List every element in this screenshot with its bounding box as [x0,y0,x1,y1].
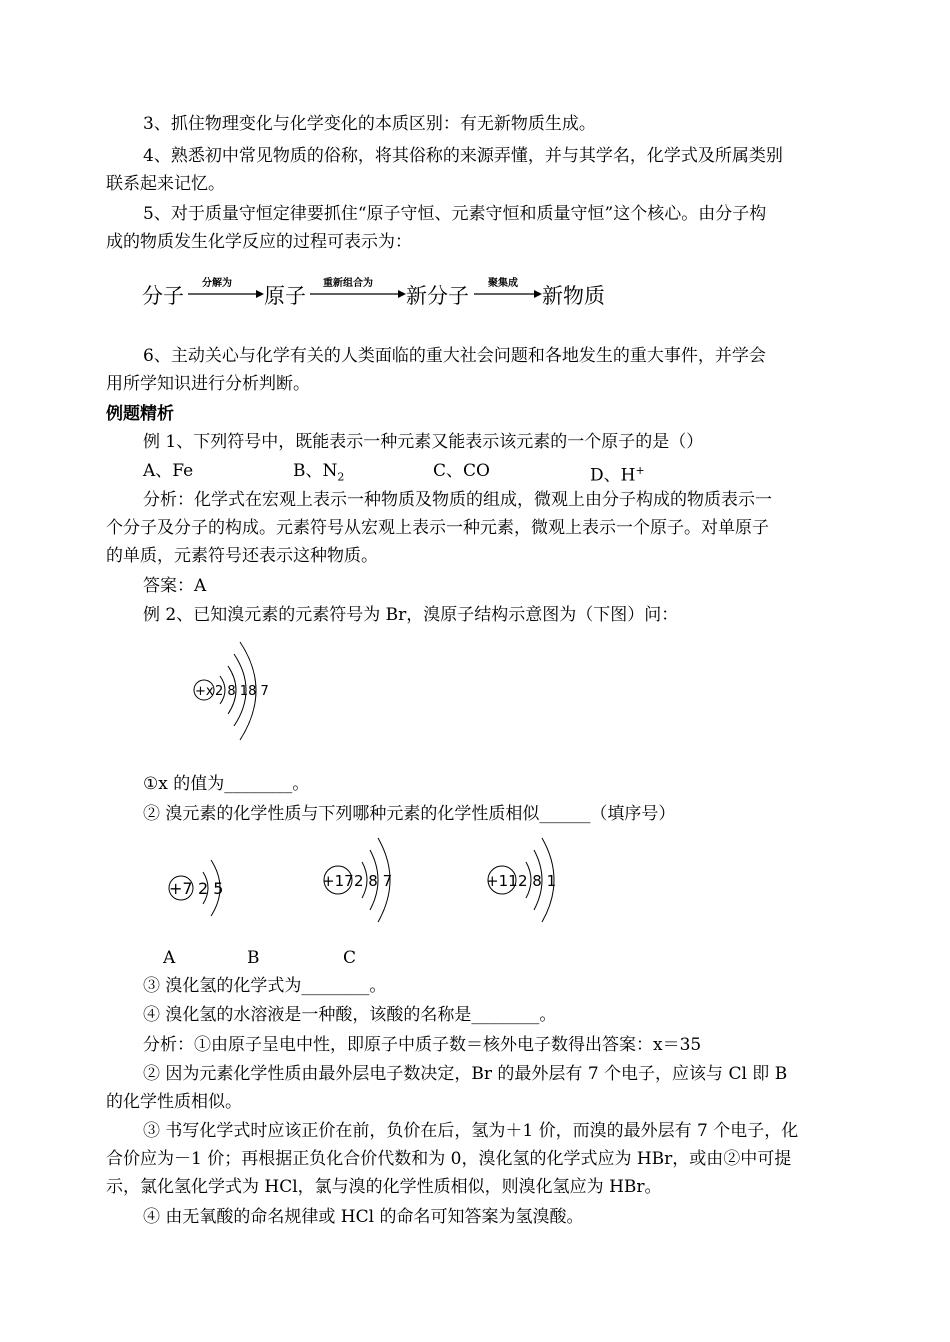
point-6-line-2: 用所学知识进行分析判断。 [106,374,310,394]
example-1-analysis-3: 的单质，元素符号还表示这种物质。 [106,546,378,566]
flow-molecule: 分子 [142,284,184,308]
question-3: ③ 溴化氢的化学式为________。 [143,976,387,996]
br-nucleus-charge: +x [195,684,214,699]
flow-new-substance: 新物质 [542,284,605,308]
b-nucleus-charge: +17 [322,872,354,890]
option-b-atom-diagram [318,836,428,926]
flow-arrow-label-1: 分解为 [202,278,232,289]
c-nucleus-charge: +11 [486,872,518,890]
point-4-line-2: 联系起来记忆。 [106,174,225,194]
flow-arrow-label-2: 重新组合为 [323,278,373,289]
analysis-1: 分析：①由原子呈电中性，即原子中质子数＝核外电子数得出答案：x＝35 [143,1035,702,1055]
c-electron-counts: 2 8 1 [518,872,557,890]
bromine-atom-diagram [190,638,290,746]
flow-arrow-label-3: 聚集成 [488,278,518,289]
diagram-label-a: A [163,948,176,968]
point-5-line-2: 成的物质发生化学反应的过程可表示为： [106,232,412,252]
question-4: ④ 溴化氢的水溶液是一种酸，该酸的名称是________。 [143,1005,557,1025]
a-electron-counts: 2 5 [198,879,224,898]
br-electron-counts: 2 8 18 7 [215,684,269,699]
diagram-label-c: C [343,948,357,968]
example-1-answer: 答案：A [143,576,207,596]
point-5-line-1: 5、对于质量守恒定律要抓住“原子守恒、元素守恒和质量守恒”这个核心。由分子构 [143,204,767,224]
diagram-label-b: B [247,948,260,968]
example-2-question: 例 2、已知溴元素的元素符号为 Br，溴原子结构示意图为（下图）问： [143,605,679,625]
analysis-3-line-2: 合价应为－1 价；再根据正负化合价代数和为 0，溴化氢的化学式应为 HBr，或由②中可提 [106,1149,792,1169]
example-1-analysis-2: 个分子及分子的构成。元素符号从宏观上表示一种元素，微观上表示一个原子。对单原子 [106,518,769,538]
option-a: A、Fe [143,461,194,481]
a-nucleus-charge: +7 [169,879,193,898]
reaction-flow-diagram [140,272,630,318]
option-d: D、H+ [590,464,645,486]
flow-arrowhead-2 [398,290,406,298]
b-electron-counts: 2 8 7 [354,872,393,890]
flow-new-molecule: 新分子 [406,284,469,308]
flow-arrowhead-3 [534,290,542,298]
example-1-question: 例 1、下列符号中，既能表示一种元素又能表示该元素的一个原子的是（） [143,432,704,452]
analysis-3-line-1: ③ 书写化学式时应该正价在前，负价在后，氢为＋1 价，而溴的最外层有 7 个电子，化 [143,1121,799,1141]
point-6-line-1: 6、主动关心与化学有关的人类面临的重大社会问题和各地发生的重大事件，并学会 [143,346,766,366]
example-1-analysis-1: 分析：化学式在宏观上表示一种物质及物质的组成，微观上由分子构成的物质表示一 [143,490,772,510]
flow-arrowhead-1 [256,290,264,298]
section-title: 例题精析 [106,404,174,424]
question-2: ② 溴元素的化学性质与下列哪种元素的化学性质相似______（填序号） [143,804,676,824]
option-a-atom-diagram [163,850,253,930]
analysis-4: ④ 由无氧酸的命名规律或 HCl 的命名可知答案为氢溴酸。 [143,1207,584,1227]
flow-atom: 原子 [264,284,306,308]
option-c-atom-diagram [482,836,592,926]
point-4-line-1: 4、熟悉初中常见物质的俗称，将其俗称的来源弄懂，并与其学名，化学式及所属类别 [143,146,783,166]
analysis-3-line-3: 示，氯化氢化学式为 HCl，氯与溴的化学性质相似，则溴化氢应为 HBr。 [106,1177,662,1197]
analysis-2-line-2: 的化学性质相似。 [106,1092,242,1112]
point-3: 3、抓住物理变化与化学变化的本质区别：有无新物质生成。 [143,114,596,134]
question-1: ①x 的值为________。 [143,774,310,794]
analysis-2-line-1: ② 因为元素化学性质由最外层电子数决定，Br 的最外层有 7 个电子，应该与 Cl 即 B [143,1064,788,1084]
option-c: C、CO [433,461,490,481]
option-b: B、$N_2$ [293,461,345,484]
